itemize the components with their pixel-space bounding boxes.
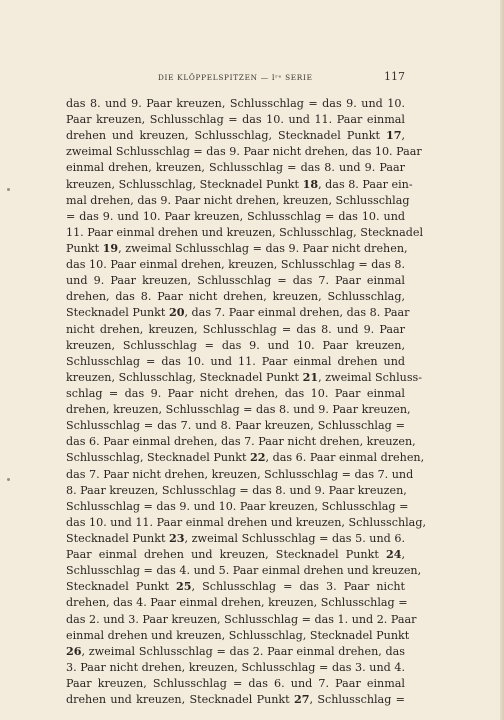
text-line: und 9. Paar kreuzen, Schlusschlag = das 7. Paar einmal — [66, 274, 405, 288]
text-line: zweimal Schlusschlag = das 9. Paar nicht drehen, das 10. Paar — [66, 145, 422, 159]
text-line: nicht drehen, kreuzen, Schlusschlag = das 8. und 9. Paar — [66, 322, 405, 336]
page-header — [66, 70, 405, 87]
text-line: drehen, das 4. Paar einmal drehen, kreuzen, Schlusschlag = — [66, 596, 408, 610]
text-line: kreuzen, Schlusschlag, Stecknadel Punkt 21, zweimal Schluss- — [66, 370, 423, 384]
text-line: das 10. Paar einmal drehen, kreuzen, Schlusschlag = das 8. — [66, 258, 405, 272]
text-line: kreuzen, Schlusschlag = das 9. und 10. Paar kreuzen, — [66, 338, 405, 352]
page-number: 117 — [384, 70, 405, 83]
body-text — [66, 96, 426, 708]
text-line: drehen, das 8. Paar nicht drehen, kreuzen, Schlusschlag, — [66, 290, 405, 304]
point-number: 25 — [175, 580, 192, 594]
text-line: Paar einmal drehen und kreuzen, Stecknadel Punkt 24, — [66, 548, 405, 562]
point-number: 27 — [293, 693, 310, 707]
text-line: schlag = das 9. Paar nicht drehen, das 10. Paar einmal — [66, 386, 405, 400]
text-line: kreuzen, Schlusschlag, Stecknadel Punkt 18, das 8. Paar ein- — [66, 177, 413, 191]
point-number: 17 — [385, 129, 402, 143]
text-line: drehen, kreuzen, Schlusschlag = das 8. und 9. Paar kreuzen, — [66, 403, 411, 417]
text-line: das 2. und 3. Paar kreuzen, Schlusschlag = das 1. und 2. Paar — [66, 612, 417, 626]
text-line: drehen und kreuzen, Stecknadel Punkt 27, Schlusschlag = — [66, 693, 405, 707]
point-number: 21 — [302, 370, 319, 384]
text-line: mal drehen, das 9. Paar nicht drehen, kreuzen, Schlusschlag — [66, 193, 410, 207]
running-head: DIE KLÖPPELSPITZEN — Iʳᵉ SERIE — [158, 73, 313, 82]
point-number: 18 — [302, 177, 319, 191]
point-number: 22 — [250, 451, 266, 465]
text-line: Paar kreuzen, Schlusschlag = das 6. und 7. Paar einmal — [66, 676, 405, 690]
text-line: Schlusschlag = das 9. und 10. Paar kreuzen, Schlusschlag = — [66, 499, 409, 513]
text-line: 26, zweimal Schlusschlag = das 2. Paar einmal drehen, das — [66, 644, 405, 658]
text-line: drehen und kreuzen, Schlusschlag, Stecknadel Punkt 17, — [66, 129, 405, 143]
text-line: das 7. Paar nicht drehen, kreuzen, Schlusschlag = das 7. und — [66, 467, 414, 481]
text-line: Stecknadel Punkt 23, zweimal Schlusschlag = das 5. und 6. — [66, 531, 405, 545]
margin-dot — [7, 478, 10, 481]
text-line: einmal drehen, kreuzen, Schlusschlag = das 8. und 9. Paar — [66, 161, 405, 175]
text-line: = das 9. und 10. Paar kreuzen, Schlusschlag = das 10. und — [66, 209, 405, 223]
text-line: einmal drehen und kreuzen, Schlusschlag, Stecknadel Punkt — [66, 628, 410, 642]
text-line: das 8. und 9. Paar kreuzen, Schlusschlag = das 9. und 10. — [66, 97, 405, 110]
text-line: das 6. Paar einmal drehen, das 7. Paar nicht drehen, kreuzen, — [66, 435, 416, 449]
text-line: Stecknadel Punkt 25, Schlusschlag = das 3. Paar nicht — [66, 580, 406, 594]
text-line: Schlusschlag = das 7. und 8. Paar kreuzen, Schlusschlag = — [66, 419, 405, 433]
text-line: 3. Paar nicht drehen, kreuzen, Schlusschlag = das 3. und 4. — [66, 660, 405, 674]
point-number: 20 — [168, 306, 185, 320]
text-line: 8. Paar kreuzen, Schlusschlag = das 8. und 9. Paar kreuzen, — [66, 483, 407, 497]
text-line: 11. Paar einmal drehen und kreuzen, Schlusschlag, Stecknadel — [66, 225, 424, 239]
margin-dot — [7, 188, 10, 191]
text-line: Paar kreuzen, Schlusschlag = das 10. und 11. Paar einmal — [66, 113, 405, 127]
point-number: 26 — [66, 644, 82, 658]
text-line: das 10. und 11. Paar einmal drehen und kreuzen, Schlusschlag, — [66, 515, 426, 529]
text-line: Stecknadel Punkt 20, das 7. Paar einmal drehen, das 8. Paar — [66, 306, 410, 320]
point-number: 24 — [385, 548, 402, 562]
text-line: Punkt 19, zweimal Schlusschlag = das 9. Paar nicht drehen, — [66, 241, 408, 255]
point-number: 19 — [102, 241, 119, 255]
page-edge — [500, 0, 504, 720]
point-number: 23 — [169, 531, 185, 545]
text-line: Schlusschlag, Stecknadel Punkt 22, das 6. Paar einmal drehen, — [66, 451, 425, 465]
text-line: Schlusschlag = das 4. und 5. Paar einmal drehen und kreuzen, — [66, 564, 422, 578]
text-line: Schlusschlag = das 10. und 11. Paar einmal drehen und — [66, 354, 405, 368]
